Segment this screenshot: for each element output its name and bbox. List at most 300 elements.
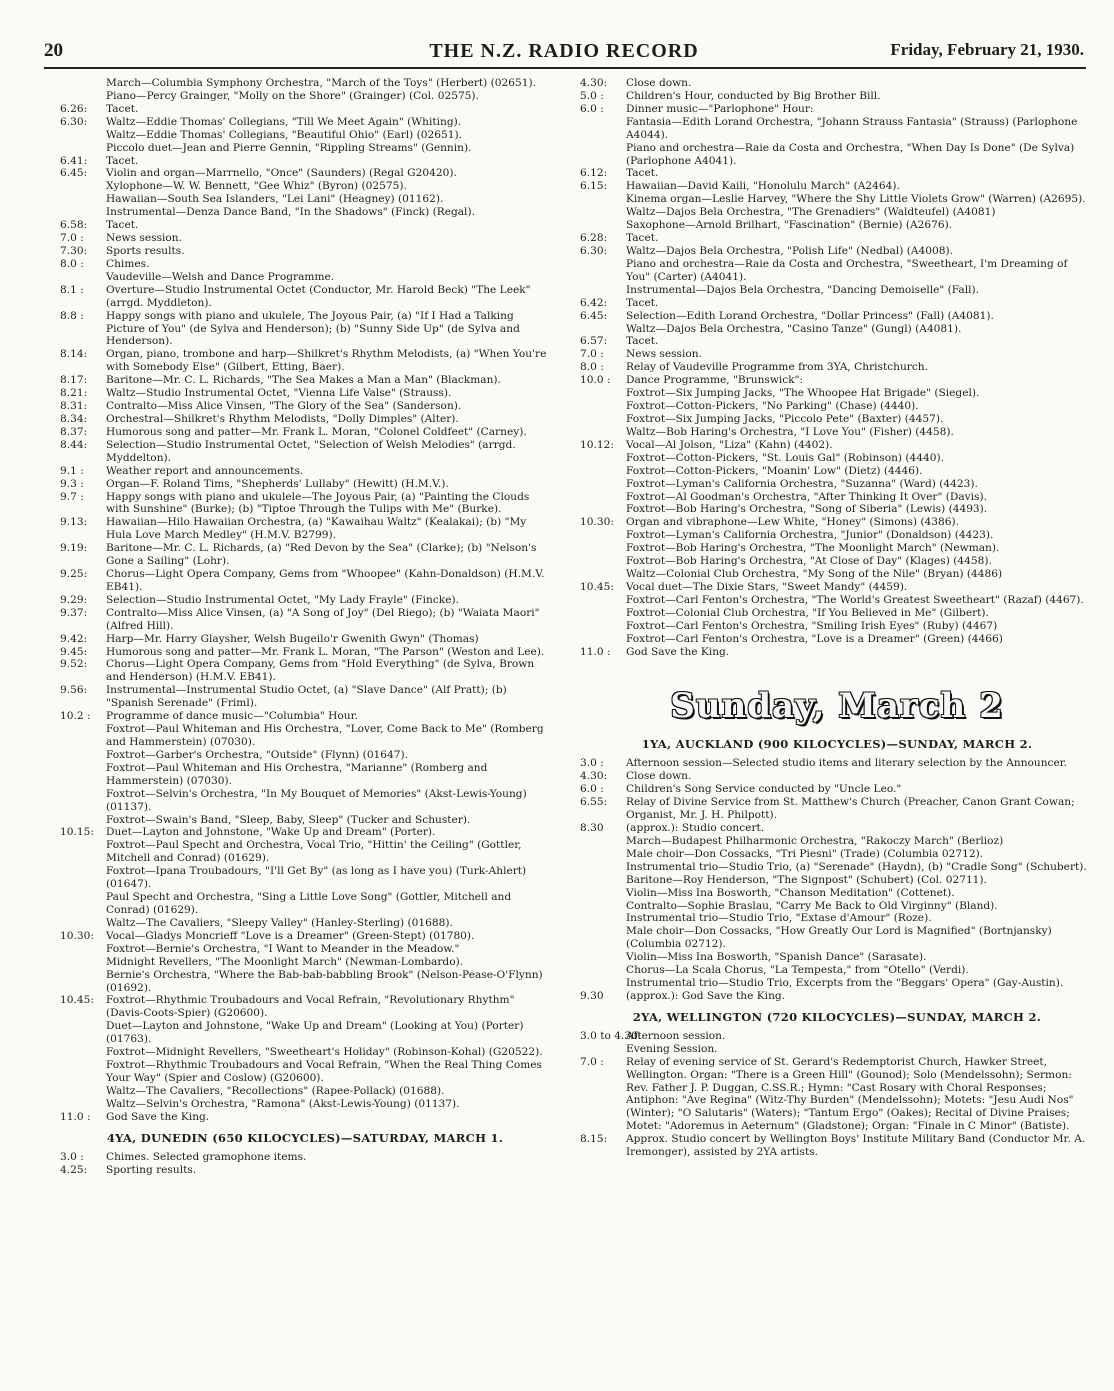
entry-time: [60, 1085, 106, 1098]
entry-time: [580, 925, 626, 951]
programme-entry: [60, 439, 550, 465]
entry-time: [580, 491, 626, 504]
entry-time: 6.58:: [60, 219, 88, 232]
programme-entry: [580, 452, 1094, 465]
entry-time: 8.37:: [60, 425, 88, 438]
entry-time: [580, 529, 626, 542]
entry-time: [580, 193, 626, 206]
programme-entry: [60, 943, 550, 956]
entry-description: Foxtrot—Carl Fenton's Orchestra, "The World's Greatest Sweetheart" (Razaf) (4467).: [626, 593, 1084, 606]
entry-time: [60, 956, 106, 969]
entry-description: Instrumental trio—Studio Trio, (a) "Serenade" (Haydn), (b) "Cradle Song" (Schubert).: [626, 860, 1087, 873]
entry-description: Foxtrot—Paul Whiteman and His Orchestra, "Marianne" (Romberg and Hammerstein) (07030).: [106, 761, 488, 787]
entry-description: Chimes.: [106, 257, 150, 270]
entry-time: [60, 865, 106, 891]
entry-description: Selection—Studio Instrumental Octet, "My Lady Frayle" (Fincke).: [106, 593, 459, 606]
programme-entry: [580, 348, 1094, 361]
entry-description: Violin and organ—Marrnello, "Once" (Saunders) (Regal G20420).: [106, 167, 457, 180]
programme-entry: [580, 1133, 1094, 1159]
programme-entry: [580, 633, 1094, 646]
entry-description: Foxtrot—Al Goodman's Orchestra, "After Thinking It Over" (Davis).: [626, 490, 987, 503]
entry-time: [60, 77, 106, 90]
entry-description: Close down.: [626, 77, 692, 89]
entry-description: Chorus—La Scala Chorus, "La Tempesta," from "Otello" (Verdi).: [626, 964, 969, 977]
programme-entry: [580, 206, 1094, 219]
programme-entry: [60, 271, 550, 284]
entry-description: Orchestral—Shilkret's Rhythm Melodists, "Dolly Dimples" (Alter).: [106, 412, 459, 425]
entry-description: Foxtrot—Paul Whiteman and His Orchestra, "Lover, Come Back to Me" (Romberg and Hammerstein) (07030).: [106, 723, 544, 749]
programme-entry: [60, 542, 550, 568]
programme-entry: [60, 1085, 550, 1098]
entry-description: Vocal—Al Jolson, "Liza" (Kahn) (4402).: [626, 438, 833, 451]
entry-time: [580, 951, 626, 964]
entry-description: Harp—Mr. Harry Glaysher, Welsh Bugeilo'r Gwenith Gwyn" (Thomas): [106, 632, 479, 645]
entry-description: Approx. Studio concert by Wellington Boys' Institute Military Band (Conductor Mr. A. Iremonger), assisted by 2YA artists.: [626, 1133, 1086, 1159]
programme-entry: [580, 822, 1094, 835]
programme-entry: [60, 413, 550, 426]
programme-entry: [580, 439, 1094, 452]
entry-time: 10.12:: [580, 438, 614, 451]
programme-entry: [60, 1020, 550, 1046]
entry-time: 6.45:: [60, 167, 88, 180]
programme-entry: [580, 951, 1094, 964]
entry-time: [580, 555, 626, 568]
entry-time: [580, 542, 626, 555]
entry-time: [60, 1020, 106, 1046]
programme-entry: [580, 193, 1094, 206]
programme-entry: [60, 180, 550, 193]
programme-entry: [580, 142, 1094, 168]
programme-entry: [60, 684, 550, 710]
programme-entry: [60, 930, 550, 943]
entry-description: Foxtrot—Selvin's Orchestra, "In My Bouquet of Memories" (Akst-Lewis-Young) (01137).: [106, 787, 527, 813]
entry-time: 8.17:: [60, 374, 88, 387]
entry-time: 9.52:: [60, 658, 88, 671]
programme-entry: [60, 646, 550, 659]
entry-time: 9.45:: [60, 645, 88, 658]
programme-entry: [580, 297, 1094, 310]
programme-entry: [60, 917, 550, 930]
entry-time: 6.0 :: [580, 102, 604, 115]
entry-time: [580, 977, 626, 990]
entry-time: [580, 848, 626, 861]
programme-entry: [580, 796, 1094, 822]
right-column: [580, 77, 1094, 1159]
programme-entry: [60, 387, 550, 400]
entry-description: News session.: [106, 232, 182, 245]
entry-time: [60, 723, 106, 749]
programme-entry: [60, 129, 550, 142]
entry-description: Overture—Studio Instrumental Octet (Conductor, Mr. Harold Beck) "The Leek" (arrgd. Myddleton).: [106, 283, 531, 309]
entry-description: Waltz—Dajos Bela Orchestra, "The Grenadiers" (Waldteufel) (A4081): [626, 206, 996, 219]
entry-description: Foxtrot—Lyman's California Orchestra, "Junior" (Donaldson) (4423).: [626, 529, 994, 542]
entry-description: Xylophone—W. W. Bennett, "Gee Whiz" (Byron) (02575).: [106, 180, 407, 193]
entry-time: 8.44:: [60, 438, 88, 451]
programme-entry: [580, 607, 1094, 620]
programme-entry: [60, 516, 550, 542]
entry-description: Baritone—Mr. C. L. Richards, (a) "Red Devon by the Sea" (Clarke); (b) "Nelson's Gone a Sailing" (Lohr).: [106, 542, 537, 568]
entry-time: [580, 633, 626, 646]
programme-entry: [60, 193, 550, 206]
programme-entry: [580, 848, 1094, 861]
entry-time: 9.29:: [60, 593, 88, 606]
entry-time: [60, 943, 106, 956]
entry-time: 8.14:: [60, 348, 88, 361]
entry-description: Organ and vibraphone—Lew White, "Honey" (Simons) (4386).: [626, 516, 959, 529]
entry-time: 8.30: [580, 822, 604, 835]
programme-entry: [60, 400, 550, 413]
entry-description: Foxtrot—Carl Fenton's Orchestra, "Love is a Dreamer" (Green) (4466): [626, 632, 1003, 645]
programme-entry: [580, 258, 1094, 284]
entry-description: Duet—Layton and Johnstone, "Wake Up and Dream" (Looking at You) (Porter) (01763).: [106, 1020, 524, 1046]
entry-time: [580, 426, 626, 439]
programme-entry: [60, 1046, 550, 1059]
entry-time: [580, 568, 626, 581]
entry-description: Fantasia—Edith Lorand Orchestra, "Johann Strauss Fantasia" (Strauss) (Parlophone A4044).: [626, 115, 1078, 141]
programme-entry: [60, 426, 550, 439]
entry-description: Selection—Studio Instrumental Octet, "Selection of Welsh Melodies" (arrgd. Myddelton).: [106, 438, 516, 464]
programme-entry: [60, 710, 550, 723]
entry-description: Programme of dance music—"Columbia" Hour.: [106, 710, 358, 723]
entry-description: Tacet.: [626, 232, 659, 245]
entry-time: [60, 969, 106, 995]
programme-entry: [580, 387, 1094, 400]
programme-entry: [580, 1056, 1094, 1134]
entry-description: Waltz—Colonial Club Orchestra, "My Song of the Nile" (Bryan) (4486): [626, 568, 1003, 581]
entry-time: [580, 874, 626, 887]
programme-entry: [580, 361, 1094, 374]
entry-description: March—Budapest Philharmonic Orchestra, "Rakoczy March" (Berlioz): [626, 834, 1004, 847]
header-rule: [44, 67, 1086, 69]
entry-time: [60, 762, 106, 788]
entry-time: 6.0 :: [580, 783, 604, 796]
entry-time: 9.37:: [60, 606, 88, 619]
entry-description: Waltz—Dajos Bela Orchestra, "Polish Life" (Nedbal) (A4008).: [626, 244, 953, 257]
programme-entry: [60, 607, 550, 633]
programme-entry: [580, 323, 1094, 336]
entry-time: 7.0 :: [60, 232, 84, 245]
programme-entry: [60, 749, 550, 762]
entry-time: [580, 887, 626, 900]
programme-entry: [580, 413, 1094, 426]
entry-description: Organ, piano, trombone and harp—Shilkret's Rhythm Melodists, (a) "When You're with Somebody Else" (Gilbert, Etting, Baer).: [106, 348, 547, 374]
entry-time: 6.45:: [580, 309, 608, 322]
programme-entry: [60, 348, 550, 374]
entry-time: 8.21:: [60, 387, 88, 400]
entry-time: 6.42:: [580, 296, 608, 309]
entry-description: Vocal—Gladys Moncrieff "Love is a Dreamer" (Green-Stept) (01780).: [106, 929, 475, 942]
entry-description: Foxtrot—Cotton-Pickers, "Moanin' Low" (Dietz) (4446).: [626, 464, 923, 477]
programme-entry: [60, 155, 550, 168]
left-column: [60, 77, 550, 1176]
entry-description: Foxtrot—Lyman's California Orchestra, "Suzanna" (Ward) (4423).: [626, 477, 978, 490]
programme-entry: [60, 465, 550, 478]
programme-entry: [580, 116, 1094, 142]
entry-time: [580, 1043, 626, 1056]
entry-time: 6.28:: [580, 232, 608, 245]
programme-entry: [60, 568, 550, 594]
programme-entry: [60, 723, 550, 749]
entry-description: Humorous song and patter—Mr. Frank L. Moran, "The Parson" (Weston and Lee).: [106, 645, 545, 658]
entry-description: Humorous song and patter—Mr. Frank L. Moran, "Colonel Coldfeet" (Carney).: [106, 425, 527, 438]
entry-time: [580, 387, 626, 400]
entry-description: Male choir—Don Cossacks, "Tri Piesni" (Trade) (Columbia 02712).: [626, 847, 984, 860]
entry-description: Hawaiian—David Kaili, "Honolulu March" (A2464).: [626, 180, 900, 193]
entry-time: 9.42:: [60, 632, 88, 645]
entry-time: 10.30:: [60, 929, 94, 942]
entry-time: 11.0 :: [580, 645, 611, 658]
entry-description: Bernie's Orchestra, "Where the Bab-bab-babbling Brook" (Nelson-Pease-O'Flynn) (01692).: [106, 968, 543, 994]
entry-time: 7.30:: [60, 244, 88, 257]
entry-description: Foxtrot—Colonial Club Orchestra, "If You Believed in Me" (Gilbert).: [626, 606, 989, 619]
entry-time: [60, 1046, 106, 1059]
programme-entry: [60, 491, 550, 517]
entry-time: [60, 1098, 106, 1111]
entry-description: Tacet.: [626, 167, 659, 180]
programme-entry: [580, 219, 1094, 232]
programme-entry: [580, 594, 1094, 607]
entry-time: [60, 1059, 106, 1085]
programme-entry: [60, 478, 550, 491]
entry-description: Foxtrot—Six Jumping Jacks, "The Whoopee Hat Brigade" (Siegel).: [626, 387, 980, 400]
sunday-heading: Sunday, March 2: [670, 686, 1004, 727]
entry-time: [60, 271, 106, 284]
programme-entry: [580, 374, 1094, 387]
programme-entry: [580, 835, 1094, 848]
programme-entry: [60, 219, 550, 232]
programme-entry: [60, 103, 550, 116]
programme-entry: [60, 142, 550, 155]
entry-description: Instrumental trio—Studio Trio, "Extase d'Amour" (Roze).: [626, 912, 932, 925]
programme-entry: [580, 529, 1094, 542]
entry-description: Foxtrot—Six Jumping Jacks, "Piccolo Pete" (Baxter) (4457).: [626, 412, 944, 425]
entry-description: Foxtrot—Cotton-Pickers, "St. Louis Gal" (Robinson) (4440).: [626, 451, 944, 464]
entry-time: [580, 900, 626, 913]
entry-description: Baritone—Mr. C. L. Richards, "The Sea Makes a Man a Man" (Blackman).: [106, 374, 501, 387]
entry-time: [580, 964, 626, 977]
entry-time: 10.15:: [60, 826, 94, 839]
programme-entry: [580, 990, 1094, 1003]
entry-description: Foxtrot—Bob Haring's Orchestra, "The Moonlight March" (Newman).: [626, 542, 1000, 555]
programme-entry: [580, 925, 1094, 951]
entry-time: [580, 620, 626, 633]
entry-description: Contralto—Sophie Braslau, "Carry Me Back to Old Virginny" (Bland).: [626, 899, 998, 912]
saturday-programme-list: [60, 77, 550, 1124]
entry-time: [580, 400, 626, 413]
entry-time: 10.2 :: [60, 710, 91, 723]
entry-time: 10.45:: [60, 994, 94, 1007]
entry-time: [580, 258, 626, 284]
programme-entry: [580, 770, 1094, 783]
entry-description: Contralto—Miss Alice Vinsen, (a) "A Song of Joy" (Del Riego); (b) "Waiata Maori" (Alfred Hill).: [106, 606, 540, 632]
entry-description: Contralto—Miss Alice Vinsen, "The Glory of the Sea" (Sanderson).: [106, 400, 462, 413]
programme-entry: [580, 103, 1094, 116]
station-4ya-programme-list: [60, 1151, 550, 1177]
entry-description: Hawaiian—Hilo Hawaiian Orchestra, (a) "Kawaihau Waltz" (Kealakai); (b) "My Hula Love March Medley" (H.M.V. B2799).: [106, 516, 527, 542]
page-number: 20: [44, 40, 63, 61]
programme-entry: [60, 994, 550, 1020]
entry-time: 6.57:: [580, 335, 608, 348]
programme-entry: [580, 887, 1094, 900]
entry-description: Organ—F. Roland Tims, "Shepherds' Lullaby" (Hewitt) (H.M.V.).: [106, 477, 449, 490]
saturday-continued-list: [580, 77, 1094, 658]
programme-entry: [580, 861, 1094, 874]
programme-entry: [60, 1059, 550, 1085]
entry-description: Paul Specht and Orchestra, "Sing a Little Love Song" (Gottler, Mitchell and Conrad) (01629).: [106, 891, 512, 916]
entry-time: 7.0 :: [580, 1055, 604, 1068]
entry-description: Waltz—Dajos Bela Orchestra, "Casino Tanze" (Gungl) (A4081).: [626, 322, 962, 335]
entry-time: [60, 129, 106, 142]
programme-entry: [580, 1043, 1094, 1056]
entry-time: 9.7 :: [60, 490, 84, 503]
entry-time: 4.30:: [580, 770, 608, 783]
entry-description: Afternoon session.: [626, 1029, 726, 1042]
entry-description: God Save the King.: [626, 645, 730, 658]
entry-time: [60, 917, 106, 930]
programme-entry: [580, 516, 1094, 529]
programme-entry: [580, 542, 1094, 555]
entry-time: 9.13:: [60, 516, 88, 529]
programme-entry: [60, 969, 550, 995]
entry-description: (approx.): God Save the King.: [626, 990, 786, 1002]
entry-description: Foxtrot—Ipana Troubadours, "I'll Get By" (as long as I have you) (Turk-Ahlert) (01647).: [106, 865, 527, 891]
programme-entry: [60, 232, 550, 245]
entry-description: Chorus—Light Opera Company, Gems from "Whoopee" (Kahn-Donaldson) (H.M.V. EB41).: [106, 568, 545, 593]
entry-time: 9.30: [580, 990, 604, 1002]
entry-time: 9.1 :: [60, 464, 84, 477]
entry-description: Kinema organ—Leslie Harvey, "Where the Shy Little Violets Grow" (Warren) (A2695).: [626, 193, 1086, 206]
entry-description: Tacet.: [106, 154, 139, 167]
entry-time: [60, 90, 106, 103]
entry-time: 8.31:: [60, 400, 88, 413]
programme-entry: [60, 90, 550, 103]
programme-entry: [60, 1111, 550, 1124]
programme-entry: [580, 783, 1094, 796]
entry-description: Foxtrot—Cotton-Pickers, "No Parking" (Chase) (4440).: [626, 400, 919, 413]
programme-entry: [580, 335, 1094, 348]
entry-description: Waltz—Selvin's Orchestra, "Ramona" (Akst-Lewis-Young) (01137).: [106, 1097, 460, 1110]
programme-entry: [580, 232, 1094, 245]
programme-entry: [60, 310, 550, 349]
entry-description: Foxtrot—Rhythmic Troubadours and Vocal Refrain, "Revolutionary Rhythm" (Davis-Coots-Spier) (G20600).: [106, 994, 515, 1020]
publication-date: Friday, February 21, 1930.: [890, 40, 1084, 59]
programme-entry: [580, 581, 1094, 594]
entry-description: Tacet.: [106, 102, 139, 115]
programme-entry: [580, 900, 1094, 913]
entry-description: Foxtrot—Swain's Band, "Sleep, Baby, Sleep" (Tucker and Schuster).: [106, 813, 471, 826]
programme-entry: [580, 167, 1094, 180]
entry-description: Hawaiian—South Sea Islanders, "Lei Lani" (Heagney) (01162).: [106, 193, 444, 206]
entry-description: Chimes. Selected gramophone items.: [106, 1150, 307, 1163]
entry-description: Foxtrot—Bob Haring's Orchestra, "At Close of Day" (Klages) (4458).: [626, 555, 992, 568]
programme-entry: [580, 964, 1094, 977]
programme-entry: [580, 426, 1094, 439]
entry-description: Violin—Miss Ina Bosworth, "Chanson Meditation" (Cottenet).: [626, 886, 955, 899]
entry-time: [60, 749, 106, 762]
programme-entry: [60, 116, 550, 129]
programme-entry: [580, 491, 1094, 504]
entry-time: 6.55:: [580, 796, 608, 809]
entry-time: [60, 193, 106, 206]
entry-description: Piano and orchestra—Raie da Costa and Orchestra, "Sweetheart, I'm Dreaming of You" (Carter) (A4041).: [626, 257, 1068, 283]
entry-description: Sports results.: [106, 244, 185, 257]
programme-entry: [60, 258, 550, 271]
entry-time: [580, 835, 626, 848]
entry-description: Baritone—Roy Henderson, "The Signpost" (Schubert) (Col. 02711).: [626, 873, 987, 886]
programme-entry: [580, 874, 1094, 887]
entry-time: [580, 284, 626, 297]
station-2ya-programme-list: [580, 1030, 1094, 1159]
entry-time: 6.30:: [580, 244, 608, 257]
programme-entry: [580, 568, 1094, 581]
programme-entry: [60, 284, 550, 310]
entry-description: Close down.: [626, 770, 692, 783]
programme-entry: [580, 503, 1094, 516]
entry-time: 8.0 :: [580, 361, 604, 374]
page-header: [44, 40, 1084, 64]
entry-time: 6.26:: [60, 102, 88, 115]
entry-description: Tacet.: [626, 296, 659, 309]
programme-entry: [580, 646, 1094, 659]
programme-entry: [60, 1151, 550, 1164]
entry-time: 7.0 :: [580, 348, 604, 361]
entry-description: Evening Session.: [626, 1042, 718, 1055]
programme-entry: [60, 1098, 550, 1111]
entry-description: Waltz—Studio Instrumental Octet, "Vienna Life Valse" (Strauss).: [106, 387, 452, 400]
entry-description: Waltz—The Cavaliers, "Recollections" (Rapee-Pollack) (01688).: [106, 1084, 445, 1097]
entry-description: (approx.): Studio concert.: [626, 822, 765, 835]
entry-time: [580, 206, 626, 219]
entry-time: [580, 607, 626, 620]
entry-description: Duet—Layton and Johnstone, "Wake Up and Dream" (Porter).: [106, 826, 436, 839]
programme-entry: [580, 90, 1094, 103]
programme-entry: [580, 284, 1094, 297]
programme-entry: [60, 633, 550, 646]
entry-time: [580, 452, 626, 465]
entry-description: Sporting results.: [106, 1163, 197, 1176]
programme-entry: [60, 245, 550, 258]
entry-time: [60, 206, 106, 219]
entry-time: [60, 839, 106, 865]
entry-time: 9.56:: [60, 684, 88, 697]
entry-time: 3.0 :: [60, 1150, 84, 1163]
entry-time: [580, 413, 626, 426]
entry-description: Happy songs with piano and ukulele—The Joyous Pair, (a) "Painting the Clouds with Sunshine" (Burke); (b) "Tiptoe Through the Tulips with Me" (Burke).: [106, 490, 530, 516]
entry-time: [60, 814, 106, 827]
entry-time: [60, 142, 106, 155]
entry-time: [580, 142, 626, 168]
entry-description: Afternoon session—Selected studio items and literary selection by the Announcer.: [626, 757, 1068, 770]
programme-entry: [580, 757, 1094, 770]
entry-time: [60, 788, 106, 814]
entry-description: Foxtrot—Garber's Orchestra, "Outside" (Flynn) (01647).: [106, 748, 409, 761]
entry-description: Happy songs with piano and ukulele, The Joyous Pair, (a) "If I Had a Talking Picture of You" (de Sylva and Henderson); (b) "Sunny Side Up" (de Sylva and Henderson).: [106, 309, 520, 348]
entry-description: Vocal duet—The Dixie Stars, "Sweet Mandy" (4459).: [626, 580, 908, 593]
station-2ya-heading: 2YA, WELLINGTON (720 KILOCYCLES)—SUNDAY, MARCH 2.: [632, 1009, 1042, 1024]
programme-entry: [580, 310, 1094, 323]
entry-description: News session.: [626, 348, 702, 361]
entry-description: Piano—Percy Grainger, "Molly on the Shore" (Grainger) (Col. 02575).: [106, 89, 479, 102]
programme-entry: [60, 77, 550, 90]
entry-time: 6.30:: [60, 115, 88, 128]
programme-entry: [60, 956, 550, 969]
entry-time: 9.3 :: [60, 477, 84, 490]
entry-description: Dinner music—"Parlophone" Hour:: [626, 102, 814, 115]
programme-entry: [60, 1164, 550, 1177]
entry-description: Weather report and announcements.: [106, 464, 304, 477]
programme-entry: [580, 245, 1094, 258]
entry-time: 10.30:: [580, 516, 614, 529]
